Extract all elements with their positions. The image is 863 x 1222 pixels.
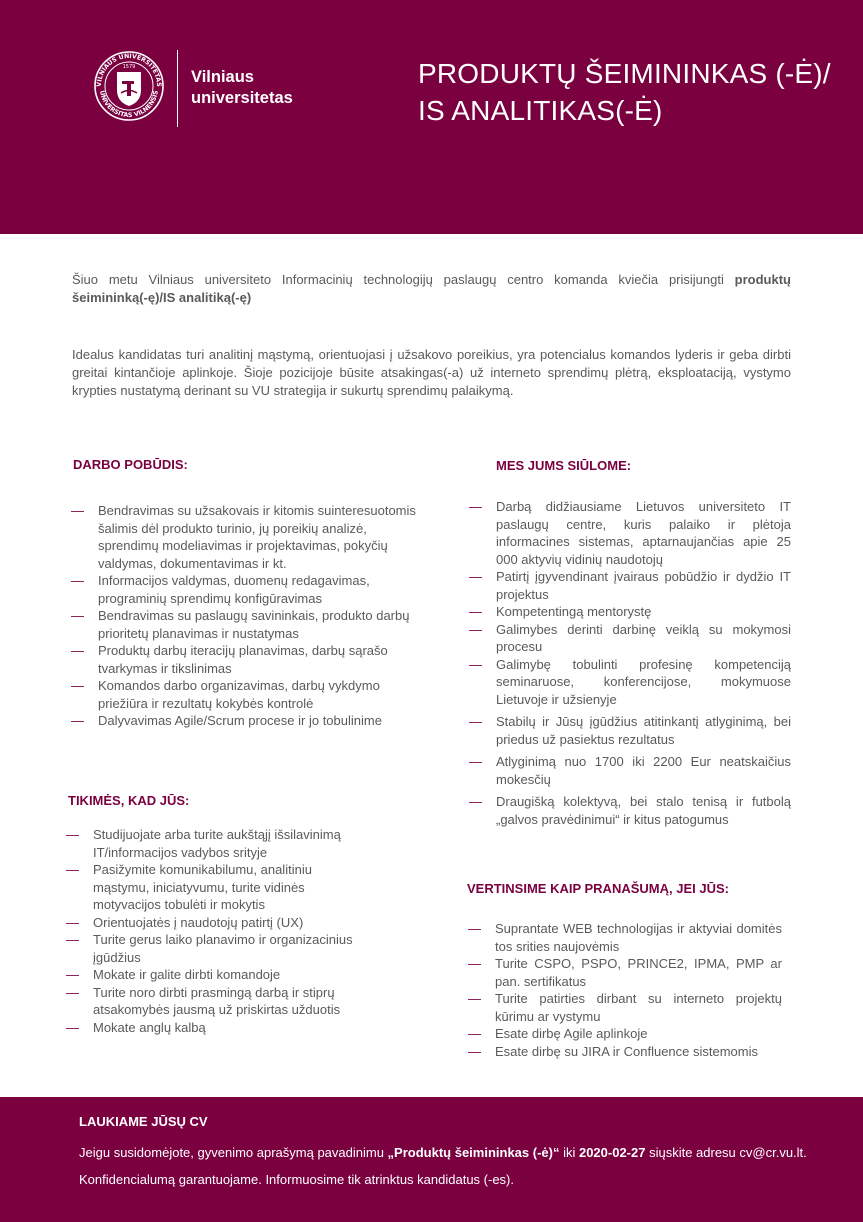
tikimes-heading: TIKIMĖS, KAD JŪS:	[68, 793, 190, 808]
list-item: — Turite CSPO, PSPO, PRINCE2, IPMA, PMP ar pan. sertifikatus	[468, 955, 782, 990]
list-item: — Darbą didžiausiame Lietuvos universiteto IT paslaugų centre, kuris palaiko ir plėtoja informacines sistemas, aptarnaujančias apie 25 000 aktyvių vidinių naudotojų	[469, 498, 791, 568]
vertinsime-list	[468, 920, 782, 1060]
intro-position-name: produktų šeimininką(-ę)/IS analitiką(-ę)	[72, 272, 791, 305]
list-item: — Produktų darbų iteracijų planavimas, darbų sąrašo tvarkymas ir tikslinimas	[71, 642, 421, 677]
list-item: — Draugišką kolektyvą, bei stalo tenisą ir futbolą „galvos pravėdinimui“ ir kitus patogumus	[469, 793, 791, 828]
darbo-heading: DARBO POBŪDIS:	[73, 457, 188, 472]
list-item: — Studijuojate arba turite aukštąjį išsilavinimą IT/informacijos vadybos srityje	[66, 826, 366, 861]
list-item: — Orientuojatės į naudotojų patirtį (UX)	[66, 914, 366, 932]
list-item: — Patirtį įgyvendinant įvairaus pobūdžio ir dydžio IT projektus	[469, 568, 791, 603]
list-item: — Galimybes derinti darbinę veiklą su mokymosi procesu	[469, 621, 791, 656]
list-item: — Bendravimas su paslaugų savininkais, produkto darbų prioritetų planavimas ir nustatymas	[71, 607, 421, 642]
list-item: — Turite gerus laiko planavimo ir organizacinius įgūdžius	[66, 931, 366, 966]
footer-cv-name: „Produktų šeimininkas (-ė)“	[387, 1145, 560, 1160]
list-item: — Komandos darbo organizavimas, darbų vykdymo priežiūra ir rezultatų kokybės kontrolė	[71, 677, 421, 712]
job-title-line2: IS ANALITIKAS(-Ė)	[418, 95, 663, 126]
list-item: — Mokate anglų kalbą	[66, 1019, 366, 1037]
footer-text-c: iki	[559, 1145, 579, 1160]
list-item: — Informacijos valdymas, duomenų redagavimas, programinių sprendimų konfigūravimas	[71, 572, 421, 607]
darbo-list	[71, 502, 421, 730]
list-item: — Mokate ir galite dirbti komandoje	[66, 966, 366, 984]
footer-heading: LAUKIAME JŪSŲ CV	[79, 1114, 208, 1129]
intro-paragraph-1	[72, 271, 791, 307]
footer-email-text: siųskite adresu cv@cr.vu.lt.	[645, 1145, 807, 1160]
header-banner	[0, 0, 863, 234]
vertinsime-heading: VERTINSIME KAIP PRANAŠUMĄ, JEI JŪS:	[467, 881, 729, 896]
university-seal-logo	[93, 48, 165, 130]
intro-paragraph-2: Idealus kandidatas turi analitinį mąstymą, orientuojasi į užsakovo poreikius, yra potencialus komandos lyderis ir geba dirbti greitai kintančioje aplinkoje. Šioje pozicijoje būsite atsakingas(-a) už interneto sprendimų plėtrą, eksploataciją, vystymo krypties nustatymą derinant su VU strategija ir sukurtų sprendimų palaikymą.	[72, 347, 791, 398]
list-item: — Bendravimas su užsakovais ir kitomis suinteresuotomis šalimis dėl produkto turinio, jų poreikių analizė, sprendimų modeliavimas ir projektavimas, pokyčių valdymas, dokumentavimas ir kt.	[71, 502, 421, 572]
list-item: — Galimybę tobulinti profesinę kompetenciją seminaruose, konferencijose, mokymuose Lietuvoje ir užsienyje	[469, 656, 791, 709]
siulome-list	[469, 498, 791, 828]
list-item: — Turite patirties dirbant su interneto projektų kūrimu ar vystymu	[468, 990, 782, 1025]
footer-deadline: 2020-02-27	[578, 1145, 646, 1160]
intro-text: Šiuo metu Vilniaus universiteto Informacinių technologijų paslaugų centro komanda kviečia prisijungti	[72, 272, 735, 287]
list-item: — Esate dirbę su JIRA ir Confluence sistemomis	[468, 1043, 782, 1061]
siulome-heading: MES JUMS SIŪLOME:	[496, 458, 632, 473]
list-item: — Kompetentingą mentorystę	[469, 603, 791, 621]
seal-text-top: VILNIAUS UNIVERSITETAS	[95, 52, 163, 87]
brand-line2: universitetas	[191, 89, 293, 107]
list-item: — Turite noro dirbti prasmingą darbą ir stiprų atsakomybės jausmą už priskirtas užduotis	[66, 984, 366, 1019]
list-item: — Atlyginimą nuo 1700 iki 2200 Eur neatskaičius mokesčių	[469, 753, 791, 788]
list-item: — Dalyvavimas Agile/Scrum procese ir jo tobulinime	[71, 712, 421, 730]
job-title-line1: PRODUKTŲ ŠEIMININKAS (-Ė)/	[418, 58, 831, 89]
list-item: — Stabilų ir Jūsų įgūdžius atitinkantį atlyginimą, bei priedus už pasiektus rezultatus	[469, 713, 791, 748]
footer-instructions	[79, 1145, 807, 1160]
logo-divider	[177, 50, 178, 127]
job-title	[418, 55, 831, 129]
brand-line1: Vilniaus	[191, 68, 254, 86]
list-item: — Suprantate WEB technologijas ir aktyviai domitės tos srities naujovėmis	[468, 920, 782, 955]
university-wordmark	[191, 67, 293, 109]
seal-year: 1579	[122, 64, 136, 70]
seal-text-bottom: UNIVERSITAS VILNENSIS	[98, 89, 160, 120]
footer-confidentiality: Konfidencialumą garantuojame. Informuosime tik atrinktus kandidatus (-es).	[79, 1172, 514, 1187]
tikimes-list	[66, 826, 366, 1036]
list-item: — Pasižymite komunikabilumu, analitiniu mąstymu, iniciatyvumu, turite vidinės motyvacijos tobulėti ir mokytis	[66, 861, 366, 914]
footer-text-a: Jeigu susidomėjote, gyvenimo aprašymą pavadinimu	[79, 1145, 388, 1160]
footer-banner	[0, 1097, 863, 1222]
list-item: — Esate dirbę Agile aplinkoje	[468, 1025, 782, 1043]
